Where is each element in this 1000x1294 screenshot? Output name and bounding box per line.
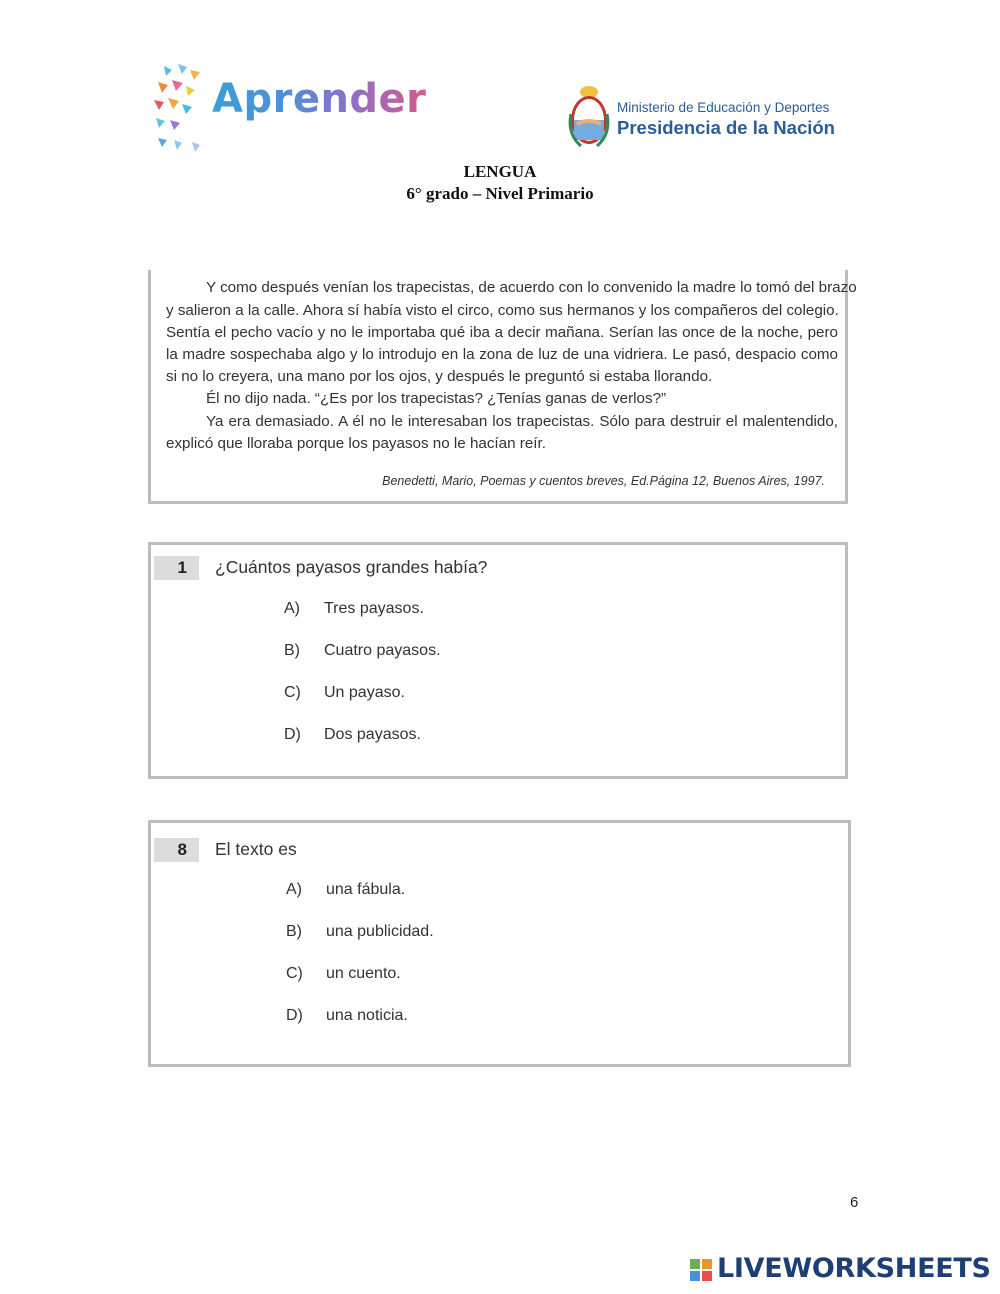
passage-line: la madre sospechaba algo y lo introdujo en la zona de luz de una vidriera. Le pasó, despacio como — [166, 346, 838, 363]
ministry-logo — [565, 82, 855, 152]
option-text: Un payaso. — [324, 684, 405, 701]
question-text: El texto es — [215, 839, 297, 859]
option-text: Cuatro payasos. — [324, 642, 441, 659]
passage-line: Y como después venían los trapecistas, de acuerdo con lo convenido la madre lo tomó del brazo — [206, 279, 857, 296]
page-number: 6 — [850, 1194, 859, 1211]
grade-subtitle: 6° grado – Nivel Primario — [406, 184, 594, 203]
subject-title: LENGUA — [463, 162, 537, 181]
option-letter: D) — [286, 1007, 303, 1024]
passage-line: Él no dijo nada. “¿Es por los trapecistas? ¿Tenías ganas de verlos?” — [206, 390, 667, 407]
aprender-logo — [150, 58, 425, 160]
question-number: 8 — [154, 838, 199, 862]
liveworksheets-logo[interactable] — [690, 1253, 990, 1285]
option-letter: C) — [284, 684, 301, 701]
passage-line: Ya era demasiado. A él no le interesaban los trapecistas. Sólo para destruir el malentendido, — [206, 413, 838, 430]
question-box — [148, 542, 848, 779]
option-letter: B) — [286, 923, 302, 940]
question-box — [148, 820, 851, 1067]
passage-line: si no lo creyera, una mano por los ojos, y después le preguntó si estaba llorando. — [166, 368, 713, 385]
option-text: una publicidad. — [326, 923, 434, 940]
option-letter: A) — [286, 881, 302, 898]
passage-line: explicó que lloraba porque los payasos no le hacían reír. — [166, 435, 546, 452]
question-number: 1 — [154, 556, 199, 580]
passage-line: Sentía el pecho vacío y no le importaba qué iba a decir mañana. Serían las once de la noche, pero — [166, 324, 838, 341]
option-letter: D) — [284, 726, 301, 743]
question-text: ¿Cuántos payasos grandes había? — [215, 557, 488, 577]
option-text: Dos payasos. — [324, 726, 421, 743]
liveworksheets-logo-text: LIVEWORKSHEETS — [717, 1253, 991, 1284]
option-letter: A) — [284, 600, 300, 617]
reading-passage-box — [148, 270, 857, 504]
option-letter: B) — [284, 642, 300, 659]
aprender-logo-text: Aprender — [212, 76, 427, 122]
option-text: una fábula. — [326, 881, 406, 898]
ministry-name: Ministerio de Educación y Deportes — [617, 100, 830, 115]
presidency-name: Presidencia de la Nación — [617, 117, 835, 138]
option-text: un cuento. — [326, 965, 401, 982]
option-text: una noticia. — [326, 1007, 408, 1024]
liveworksheets-grid-icon — [690, 1259, 712, 1281]
passage-citation: Benedetti, Mario, Poemas y cuentos breves, Ed.Página 12, Buenos Aires, 1997. — [382, 474, 825, 488]
passage-line: y salieron a la calle. Ahora sí había visto el circo, como sus hermanos y los compañeros del colegio. — [166, 302, 839, 319]
option-letter: C) — [286, 965, 303, 982]
option-text: Tres payasos. — [324, 600, 424, 617]
coat-of-arms-icon — [567, 84, 611, 150]
butterflies-icon — [150, 58, 220, 160]
